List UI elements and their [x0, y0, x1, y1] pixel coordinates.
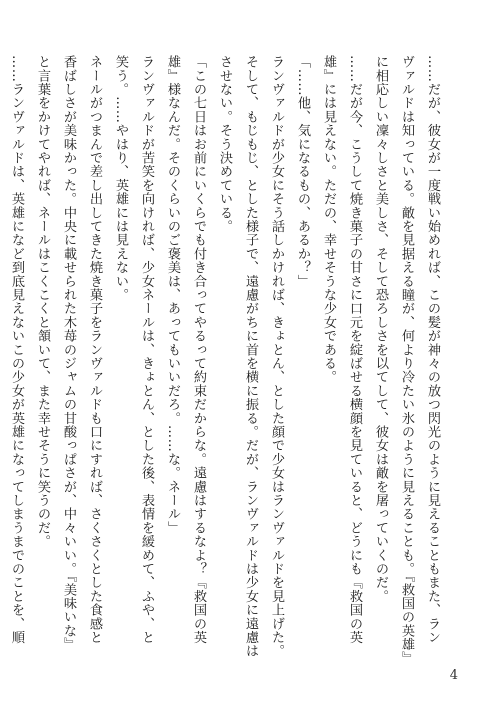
text-line: 笑う。……やはり、英雄には見えない。: [113, 55, 128, 302]
text-line: と言葉をかけてやれば、ネールはこくこくと頷いて、また幸せそうに笑うのだ。: [35, 55, 50, 549]
text-line: ヴァルドは知っている。敵を見据える瞳が、何より冷たい氷のように見えることも。『救国の英雄』: [399, 55, 414, 665]
text-line: ……ランヴァルドは、英雄になど到底見えないこの少女が英雄になってしまうまでのことを、順: [9, 55, 24, 645]
text-line: ……だが、彼女が一度戦い始めれば、この髪が神々の放つ閃光のように見えることもまた、ラン: [425, 55, 440, 645]
text-line: ランヴァルドが少女にそう話しかければ、きょとん、とした顔で少女はランヴァルドを見上げた。: [269, 55, 284, 658]
text-line: 雄』様なんだ。そのくらいのご褒美は、あってもいいだろ。……な。ネール」: [165, 55, 180, 535]
vertical-text-body: [9, 55, 445, 665]
text-line: に相応しい凜々しさと美しさ、そして恐ろしさを以てして、彼女は敵を屠っていくのだ。: [373, 55, 388, 603]
text-line: そして、もじもじ、とした様子で、遠慮がちに首を横に振る。だが、ランヴァルドは少女に遠慮は: [243, 55, 258, 658]
text-line: 「この七日はお前にいくらでも付き合ってやるって約束だからな。遠慮はするなよ？『救国の英: [191, 55, 206, 645]
text-line: 雄』には見えない。ただの、幸せそうな少女である。: [321, 55, 336, 384]
page-number: 4: [449, 668, 458, 683]
text-line: ……だが今、こうして焼き菓子の甘さに口元を綻ばせる横顔を見ていると、どうにも『救国の英: [347, 55, 362, 645]
text-line: ネールがつまんで差し出してきた焼き菓子をランヴァルドも口にすれば、さくさくとした食感と: [87, 55, 102, 645]
text-line: させない。そう決めている。: [217, 55, 232, 234]
text-line: ランヴァルドが苦笑を向ければ、少女ネールは、きょとん、とした後、表情を緩めて、ふや、と: [139, 55, 154, 645]
text-line: 「……他、気になるもの、あるか？」: [295, 55, 310, 288]
text-line: 香ばしさが美味かった。中央に載せられた木苺のジャムの甘酸っぱさが、中々いい。『美味いな』: [61, 55, 76, 652]
